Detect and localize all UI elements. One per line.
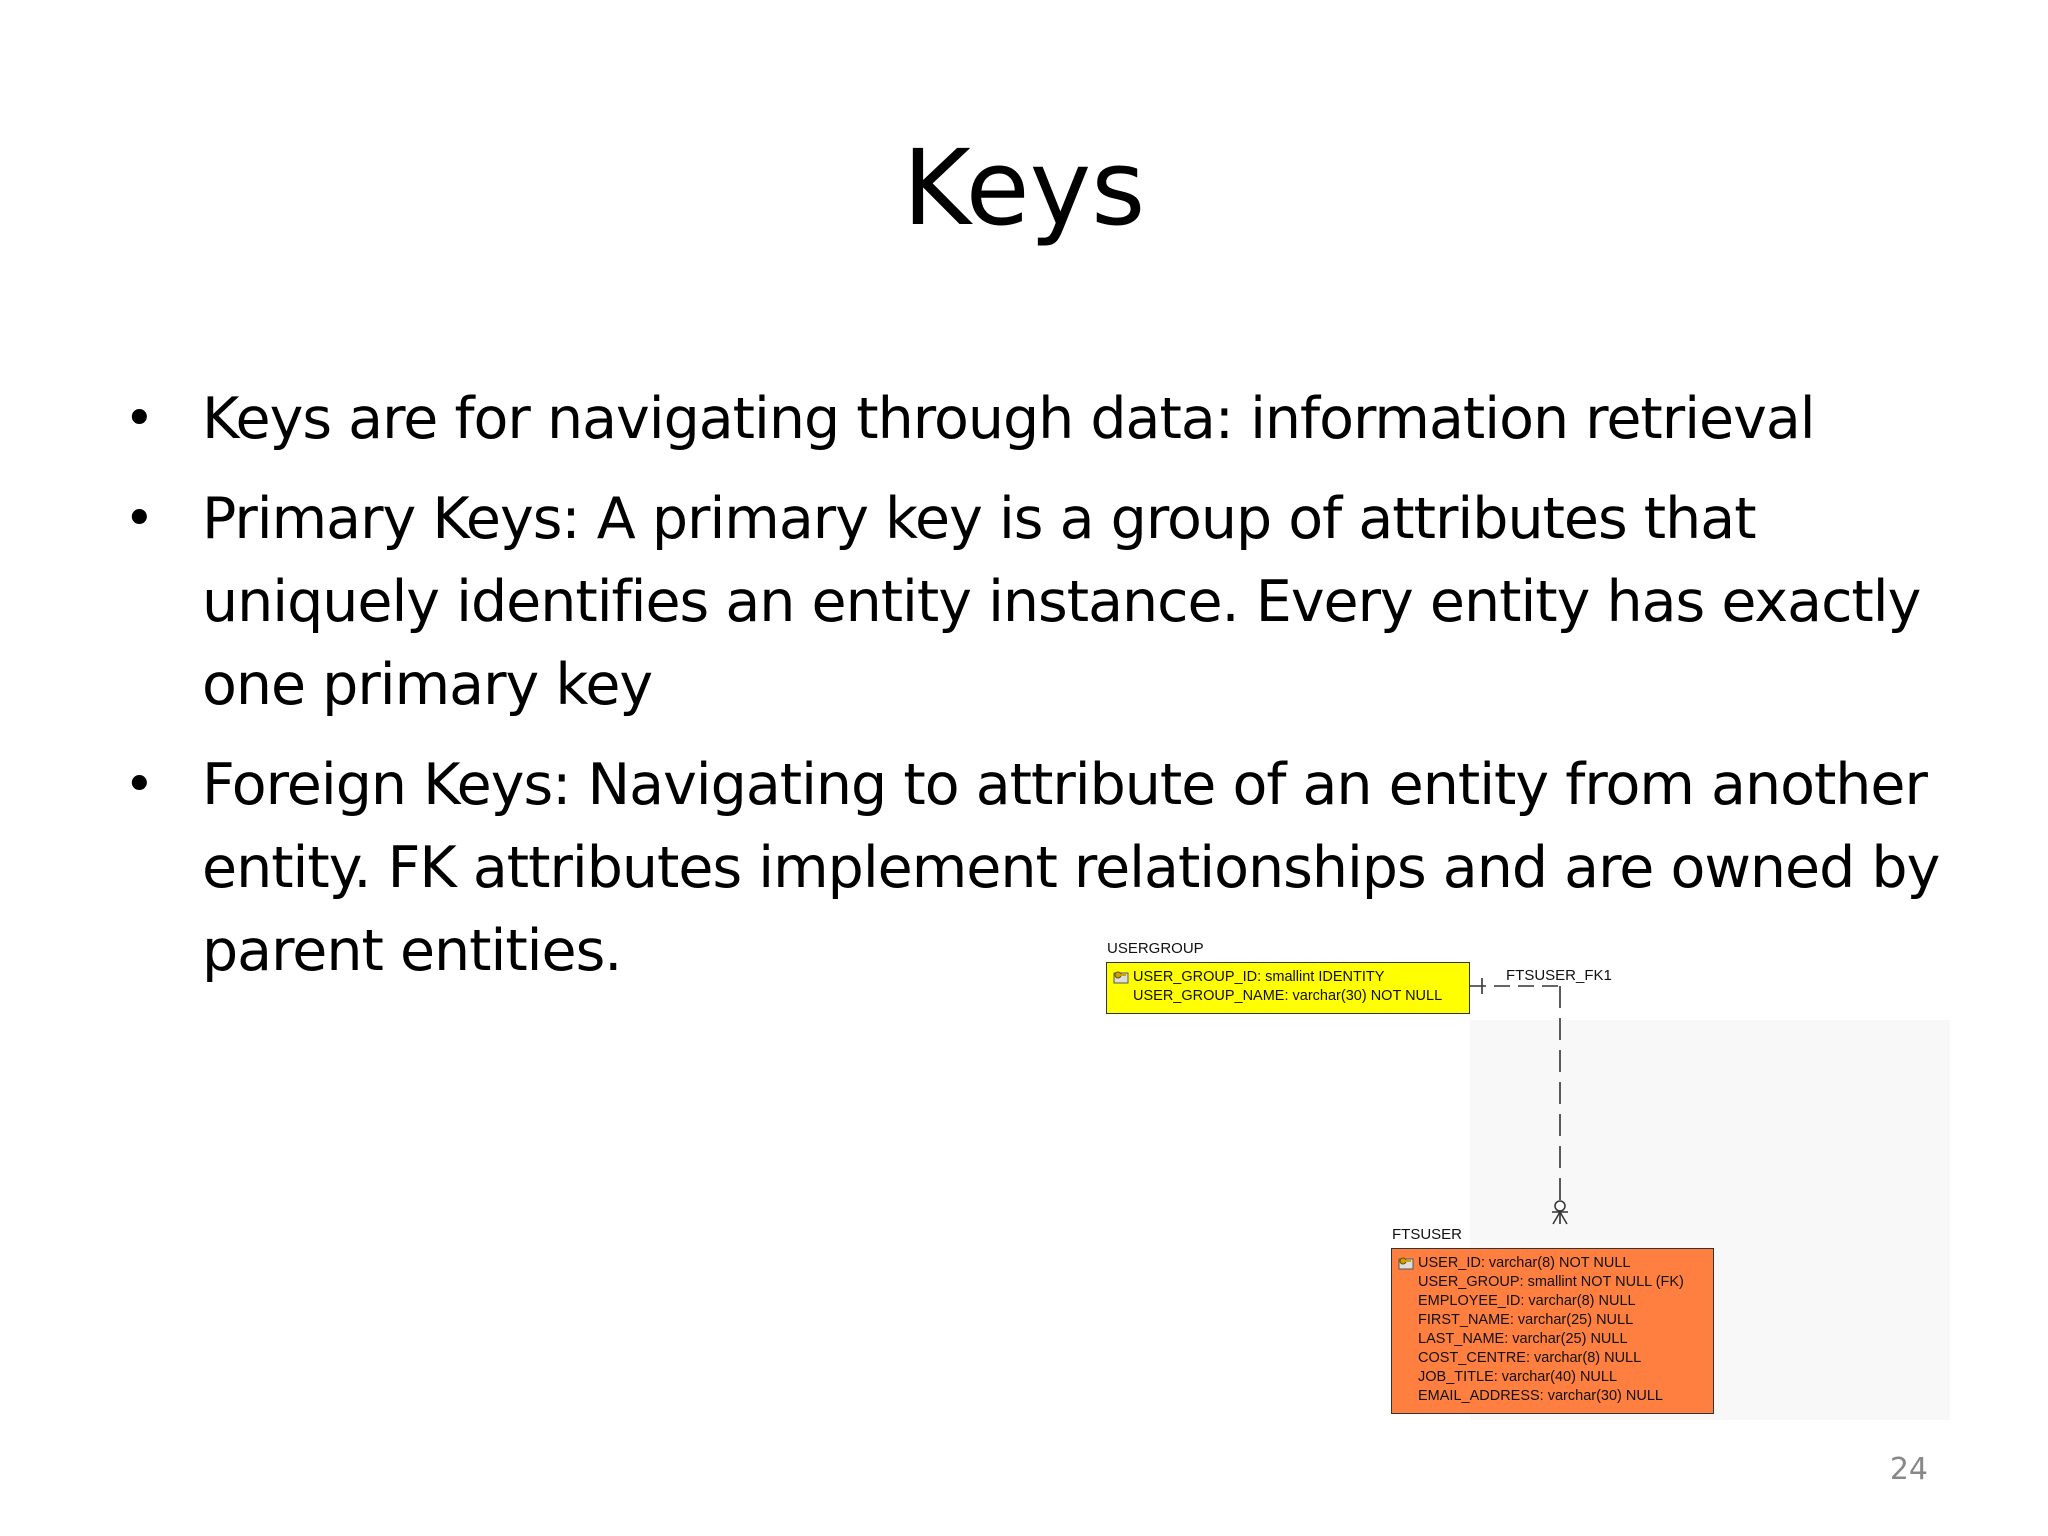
slide-title: Keys: [902, 127, 1146, 249]
relationship-label: FTSUSER_FK1: [1506, 967, 1612, 984]
er-diagram: [1090, 940, 1990, 1420]
crow-foot-left: [1553, 1212, 1560, 1224]
bullet-dot-icon: •: [124, 389, 154, 449]
entity-attribute: EMPLOYEE_ID: varchar(8) NULL: [1418, 1293, 1636, 1309]
bullet-list: [118, 378, 1998, 1010]
entity-attribute: USER_GROUP_NAME: varchar(30) NOT NULL: [1133, 988, 1443, 1004]
crow-foot-right: [1560, 1212, 1567, 1224]
bullet-text: Primary Keys: A primary key is a group of attributes that uniquely identifies an entity instance. Every entity has exactly one primary key: [202, 486, 1921, 718]
entity-attribute: EMAIL_ADDRESS: varchar(30) NULL: [1418, 1388, 1663, 1404]
parent-entity-name: USERGROUP: [1107, 940, 1204, 957]
bullet-dot-icon: •: [124, 489, 154, 549]
bullet-dot-icon: •: [124, 755, 154, 815]
bullet-item: [118, 378, 1998, 461]
entity-attribute: USER_GROUP_ID: smallint IDENTITY: [1107, 968, 1469, 987]
child-entity-name: FTSUSER: [1392, 1226, 1463, 1243]
entity-attribute: LAST_NAME: varchar(25) NULL: [1418, 1331, 1628, 1347]
child-entity-box: [1391, 1248, 1714, 1414]
entity-attribute: FIRST_NAME: varchar(25) NULL: [1418, 1312, 1634, 1328]
entity-attribute: COST_CENTRE: varchar(8) NULL: [1418, 1350, 1642, 1366]
bullet-text: Foreign Keys: Navigating to attribute of an entity from another entity. FK attributes implement relationships and are owned by parent entities.: [202, 752, 1940, 984]
entity-attribute: JOB_TITLE: varchar(40) NULL: [1418, 1369, 1618, 1385]
entity-attribute: USER_ID: varchar(8) NOT NULL: [1392, 1254, 1713, 1273]
bullet-item: [118, 478, 1998, 727]
bullet-text: Keys are for navigating through data: information retrieval: [202, 386, 1815, 452]
entity-attribute: USER_GROUP: smallint NOT NULL (FK): [1418, 1274, 1684, 1290]
zero-cardinality-mark: [1555, 1201, 1565, 1211]
primary-key-icon: [1398, 1256, 1414, 1270]
page-number: 24: [1889, 1452, 1928, 1487]
